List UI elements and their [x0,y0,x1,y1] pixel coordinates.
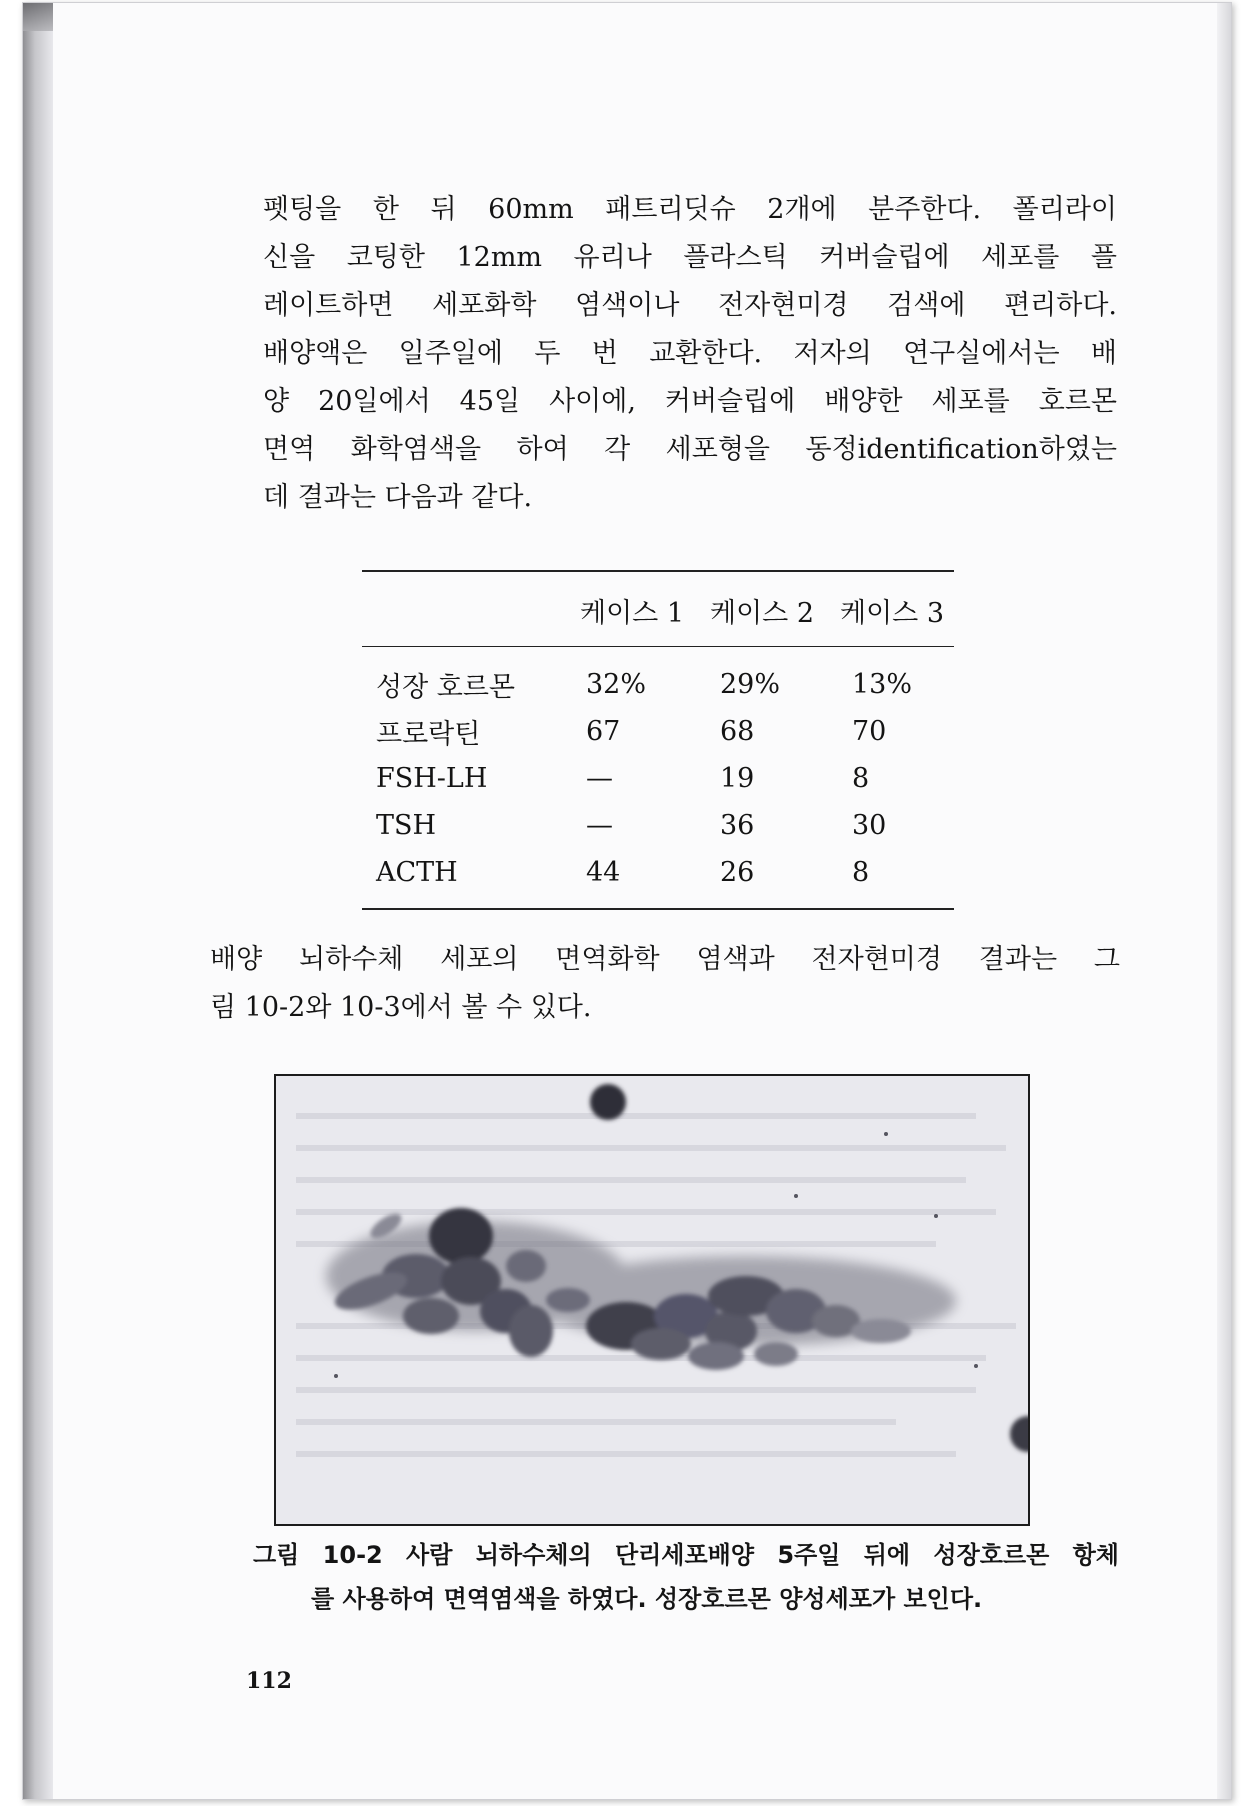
page-right-edge [1217,3,1231,1799]
table-cell: — [586,763,613,794]
caption-line: 를 사용하여 면역염색을 하였다. 성장호르몬 양성세포가 보인다. [311,1585,983,1613]
table-cell: 32% [586,669,647,700]
body-paragraph-1 [263,186,1117,522]
table-header-cell: 케이스 1 [579,597,684,629]
table-row [362,755,954,802]
table-header-rule [362,646,954,647]
figure-caption [253,1533,1119,1621]
text-line: 배양액은 일주일에 두 번 교환한다. 저자의 연구실에서는 배 [263,338,1117,369]
text-line: 데 결과는 다음과 같다. [263,482,533,513]
table-cell: 68 [720,716,755,747]
table-top-rule [362,570,954,572]
table-header-cell: 케이스 2 [709,597,814,629]
table-cell: 8 [852,857,870,888]
text-line: 배양 뇌하수체 세포의 면역화학 염색과 전자현미경 결과는 그 [210,944,1120,975]
table-cell: 26 [720,857,755,888]
text-line: 면역 화학염색을 하여 각 세포형을 동정identification하였는 [263,434,1117,465]
table-cell: 19 [720,763,755,794]
table-cell: 44 [586,857,621,888]
table-cell: 36 [720,810,755,841]
table-cell: ACTH [376,857,458,888]
book-spine-corner [23,3,53,31]
text-line: 펫팅을 한 뒤 60mm 패트리딧슈 2개에 분주한다. 폴리라이 [263,194,1117,225]
micrograph-figure [274,1074,1030,1526]
table-row [362,849,954,896]
caption-line: 그림 10-2 사람 뇌하수체의 단리세포배양 5주일 뒤에 성장호르몬 항체 [253,1541,1119,1569]
table-row [362,708,954,755]
text-line: 림 10-2와 10-3에서 볼 수 있다. [210,992,592,1023]
table-header-row [362,590,954,630]
book-spine [23,3,53,1799]
text-line: 신을 코팅한 12mm 유리나 플라스틱 커버슬립에 세포를 플 [263,242,1117,273]
table-header-cell: 케이스 3 [839,597,944,629]
page-number: 112 [246,1668,292,1694]
hormone-cell-table [362,570,954,910]
table-cell: FSH-LH [376,763,488,794]
table-row [362,802,954,849]
table-cell: TSH [376,810,437,841]
table-cell: 29% [720,669,781,700]
table-cell: 프로락틴 [376,719,481,750]
table-cell: 30 [852,810,887,841]
micrograph-image [276,1076,1028,1524]
body-paragraph-2 [210,936,1120,1032]
table-row [362,661,954,708]
table-cell: 13% [852,669,913,700]
table-bottom-rule [362,908,954,910]
table-cell: 8 [852,763,870,794]
text-line: 레이트하면 세포화학 염색이나 전자현미경 검색에 편리하다. [263,290,1117,321]
text-line: 양 20일에서 45일 사이에, 커버슬립에 배양한 세포를 호르몬 [263,386,1117,417]
table-cell: 67 [586,716,621,747]
table-cell: — [586,810,613,841]
table-cell: 성장 호르몬 [376,672,515,703]
table-cell: 70 [852,716,887,747]
